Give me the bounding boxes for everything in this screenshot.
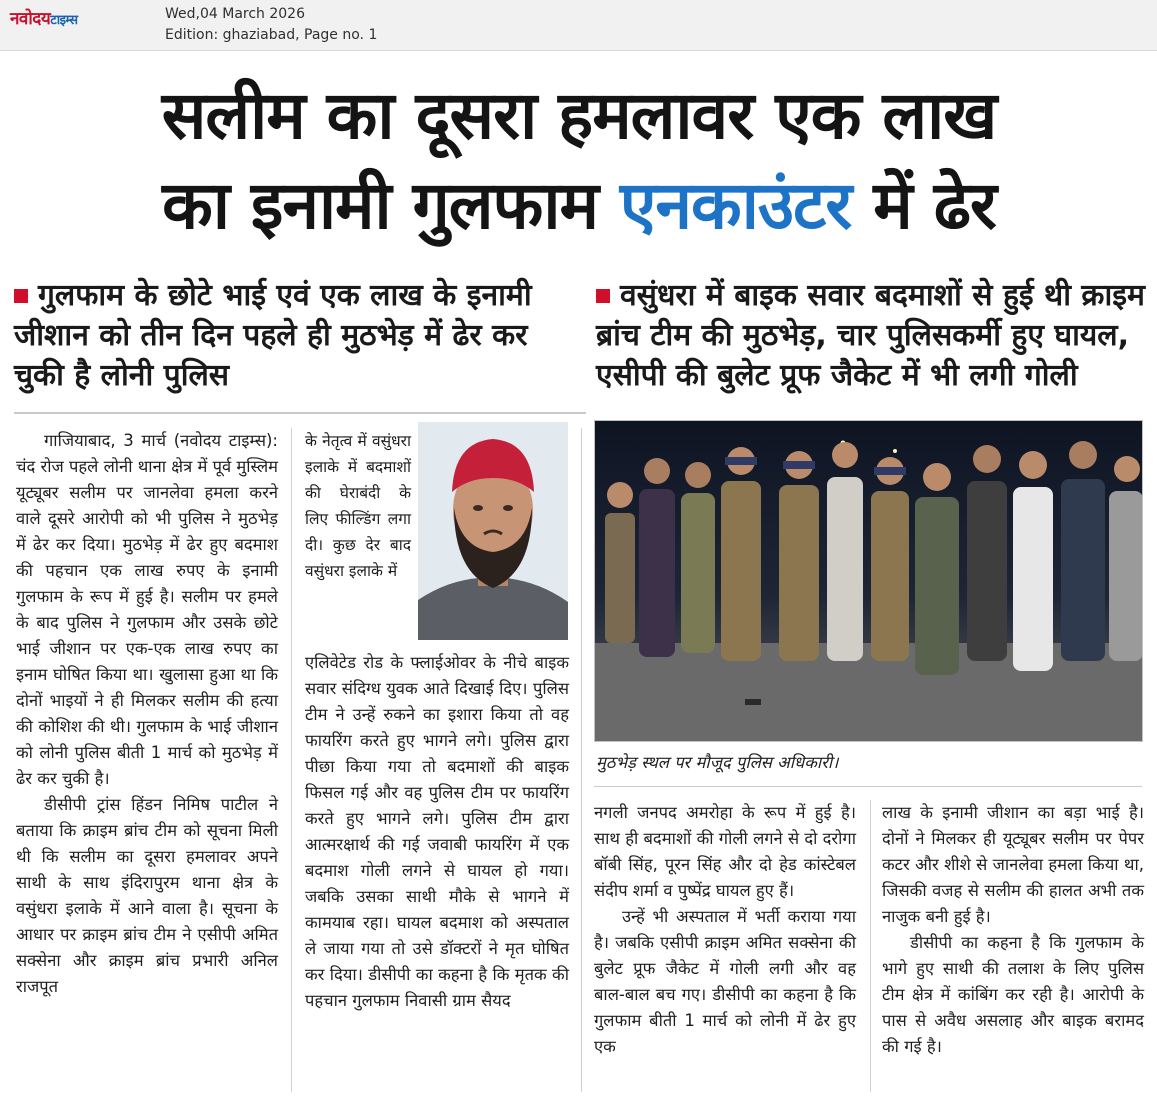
logo-main: नवोदय: [10, 9, 51, 29]
article-paragraph: डीसीपी का कहना है कि गुलफाम के भागे हुए साथी की तलाश के लिए पुलिस टीम क्षेत्र में कांबिंग कर रही है। आरोपी के पास से अवैध असलाह और बाइक बरामद की गई है।: [882, 933, 1144, 1056]
article-paragraph: डीसीपी ट्रांस हिंडन निमिष पाटील ने बताया कि क्राइम ब्रांच टीम को सूचना मिली थी कि सलीम का दूसरा हमलावर अपने साथी के साथ इंदिरापुरम थाना क्षेत्र के वसुंधरा इलाके में आने वाला है। सूचना के आधार पर क्राइम ब्रांच टीम ने एसीपी अमित सक्सेना और क्राइम ब्रांच प्रभारी अनिल राजपूत: [16, 795, 278, 996]
police-group-image: [595, 421, 1142, 741]
article-column-1: [16, 428, 278, 1000]
headline-line-1: सलीम का दूसरा हमलावर एक लाख: [161, 77, 997, 154]
encounter-site-photo: [594, 420, 1143, 742]
red-bullet-icon: [14, 289, 28, 303]
edition-meta: [165, 4, 377, 46]
masthead-bar: [0, 0, 1157, 51]
kicker-left: [14, 276, 554, 396]
headline-line-2-start: का इनामी गुलफाम: [162, 167, 620, 244]
section-divider: [14, 412, 586, 414]
headline-line-2: [24, 160, 1134, 252]
edition-date: Wed,04 March 2026: [165, 6, 305, 22]
kicker-right-text: वसुंधरा में बाइक सवार बदमाशों से हुई थी क्राइम ब्रांच टीम की मुठभेड़, चार पुलिसकर्मी हुए घायल, एसीपी की बुलेट प्रूफ जैकेट में भी लगी गोली: [596, 278, 1145, 393]
photo-caption: मुठभेड़ स्थल पर मौजूद पुलिस अधिकारी।: [596, 753, 839, 772]
article-paragraph: एलिवेटेड रोड के फ्लाईओवर के नीचे बाइक सवार संदिग्ध युवक आते दिखाई दिए। पुलिस टीम ने उन्हें रुकने का इशारा किया तो वह फायरिंग करते हुए भागने लगे। पुलिस द्वारा पीछा किया गया तो बदमाशों की बाइक फिसल गई और वह पुलिस टीम पर फायरिंग करते हुए भागने लगे। पुलिस टीम द्वारा आत्मरक्षार्थ की गई जवाबी फायरिंग में एक बदमाश गोली लगने से घायल हो गया। जबकि उसका साथी मौके से भागने में कामयाब रहा। घायल बदमाश को अस्पताल ले जाया गया तो उसे डॉक्टरों ने मृत घोषित कर दिया। डीसीपी का कहना है कि मृतक की पहचान गुलफाम निवासी ग्राम सैयद: [305, 653, 569, 1010]
article-column-2-top: [305, 428, 411, 584]
column-divider: [870, 800, 871, 1092]
article-paragraph: उन्हें भी अस्पताल में भर्ती कराया गया है। जबकि एसीपी क्राइम अमित सक्सेना की बुलेट प्रूफ जैकेट में गोली लगी और वह बाल-बाल बच गए। डीसीपी का कहना है कि गुलफाम बीती 1 मार्च को लोनी में ढेर हुए एक: [594, 907, 856, 1056]
column-divider: [291, 428, 292, 1092]
headline-line-2-end: में ढेर: [851, 167, 996, 244]
kicker-right: [596, 276, 1156, 396]
article-paragraph: लाख के इनामी जीशान का बड़ा भाई है। दोनों ने मिलकर ही यूट्यूबर सलीम पर पेपर कटर और शीशे से जानलेवा हमला किया था, जिसकी वजह से सलीम की हालत अभी तक नाजुक बनी हुई है।: [882, 803, 1144, 926]
headline-accent-word: एनकाउंटर: [619, 167, 852, 244]
section-divider: [594, 786, 1142, 787]
logo-sub: टाइम्स: [50, 13, 78, 28]
red-bullet-icon: [596, 289, 610, 303]
article-paragraph: के नेतृत्व में वसुंधरा इलाके में बदमाशों की घेराबंदी के लिए फील्डिंग लगा दी। कुछ देर बाद वसुंधरा इलाके में: [305, 432, 411, 580]
newspaper-logo[interactable]: [10, 6, 78, 29]
portrait-image: [418, 422, 568, 640]
article-paragraph: गाजियाबाद, 3 मार्च (नवोदय टाइम्स): चंद रोज पहले लोनी थाना क्षेत्र में पूर्व मुस्लिम यूट्यूबर सलीम पर जानलेवा हमला करने वाले दूसरे आरोपी को भी पुलिस ने मुठभेड़ में ढेर कर दिया। मुठभेड़ में ढेर हुए बदमाश की पहचान एक लाख रुपए के इनामी गुलफाम के रूप में हुई है। सलीम पर हमले के बाद पुलिस ने गुलफाम और उसके छोटे भाई जीशान पर एक-एक लाख रुपए का इनाम घोषित किया था। खुलासा हुआ था कि दोनों भाइयों ने ही मिलकर सलीम की हत्या की कोशिश की थी। गुलफाम के भाई जीशान को लोनी पुलिस बीती 1 मार्च को मुठभेड़ में ढेर कर चुकी है।: [16, 431, 278, 788]
article-column-4: [882, 800, 1144, 1060]
accused-portrait-photo: [418, 422, 568, 640]
edition-page: Edition: ghaziabad, Page no. 1: [165, 27, 378, 43]
column-divider: [581, 428, 582, 1092]
article-paragraph: नगली जनपद अमरोहा के रूप में हुई है। साथ ही बदमाशों की गोली लगने से दो दरोगा बॉबी सिंह, पूरन सिंह और दो हेड कांस्टेबल संदीप शर्मा व पुष्पेंद्र घायल हुए हैं।: [594, 803, 856, 900]
article-column-2: [305, 650, 569, 1014]
kicker-left-text: गुलफाम के छोटे भाई एवं एक लाख के इनामी जीशान को तीन दिन पहले ही मुठभेड़ में ढेर कर चुकी है लोनी पुलिस: [14, 278, 532, 393]
article-column-3: [594, 800, 856, 1060]
